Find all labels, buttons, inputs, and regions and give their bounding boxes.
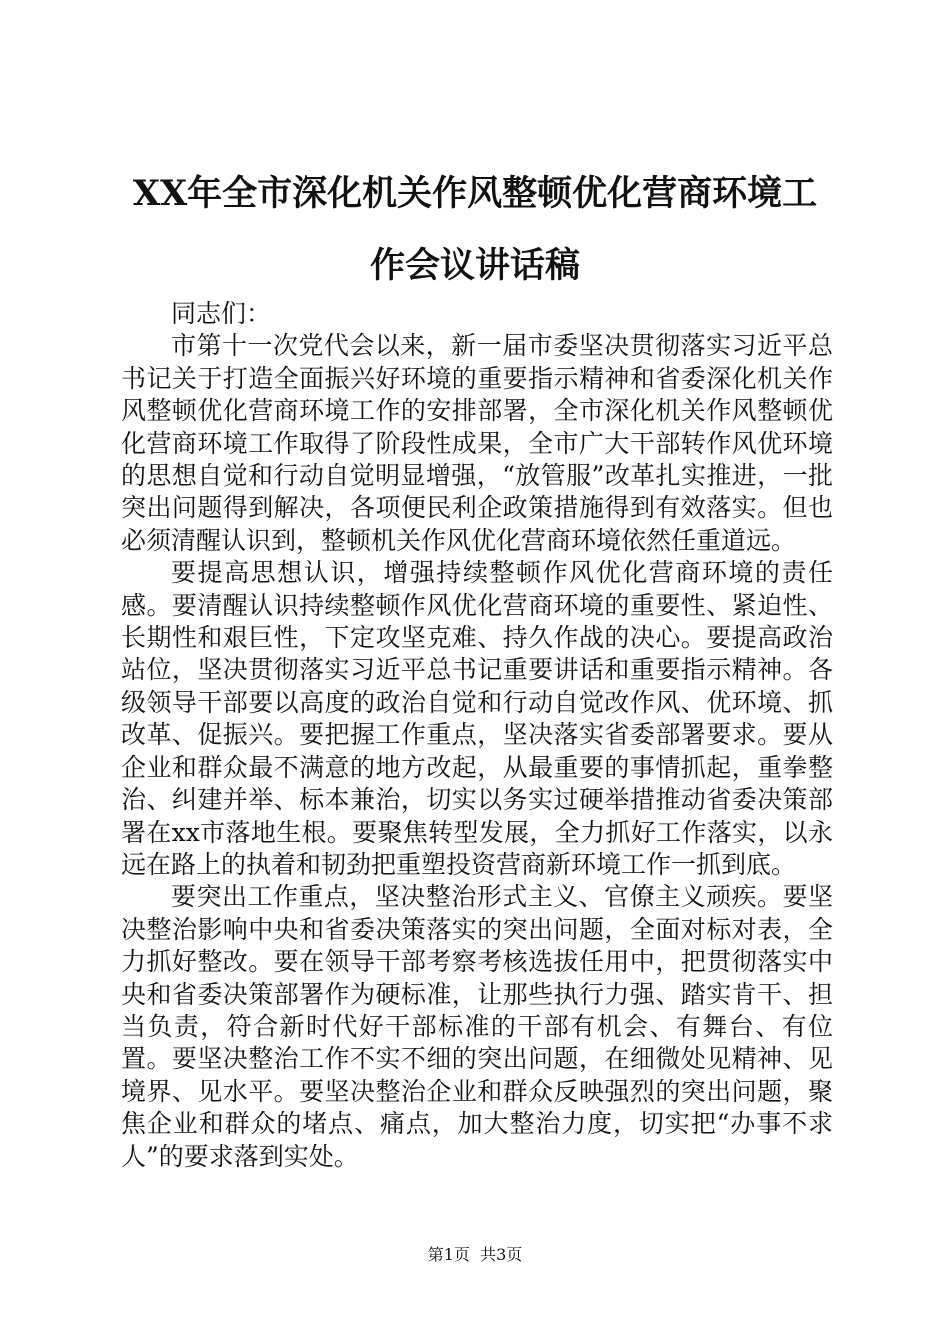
- salutation: 同志们：: [171, 299, 272, 328]
- title-line-2: 作会议讲话稿: [369, 245, 580, 286]
- page-footer: [0, 1244, 950, 1266]
- page-total: 共3页: [480, 1245, 523, 1264]
- title-line-1: XX年全市深化机关作风整顿优化营商环境工: [132, 173, 818, 214]
- document-body: [121, 298, 833, 1173]
- page-number: 第1页: [427, 1245, 470, 1264]
- document-title: [120, 158, 830, 302]
- paragraph-1: 市第十一次党代会以来，新一届市委坚决贯彻落实习近平总书记关于打造全面振兴好环境的重要指示精神和省委深化机关作风整顿优化营商环境工作的安排部署，全市深化机关作风整顿优化营商环境工作取得了阶段性成果，全市广大干部转作风优环境的思想自觉和行动自觉明显增强，“放管服”改革扎实推进，一批突出问题得到解决，各项便民利企政策措施得到有效落实。但也必须清醒认识到，整顿机关作风优化营商环境依然任重道远。: [121, 331, 833, 555]
- paragraph-3: 要突出工作重点，坚决整治形式主义、官僚主义顽疾。要坚决整治影响中央和省委决策落实的突出问题，全面对标对表，全力抓好整改。要在领导干部考察考核选拔任用中，把贯彻落实中央和省委决策部署作为硬标准，让那些执行力强、踏实肯干、担当负责，符合新时代好干部标准的干部有机会、有舞台、有位置。要坚决整治工作不实不细的突出问题，在细微处见精神、见境界、见水平。要坚决整治企业和群众反映强烈的突出问题，聚焦企业和群众的堵点、痛点，加大整治力度，切实把“办事不求人”的要求落到实处。: [121, 882, 833, 1171]
- paragraph-2: 要提高思想认识，增强持续整顿作风优化营商环境的责任感。要清醒认识持续整顿作风优化营商环境的重要性、紧迫性、长期性和艰巨性，下定攻坚克难、持久作战的决心。要提高政治站位，坚决贯彻落实习近平总书记重要讲话和重要指示精神。各级领导干部要以高度的政治自觉和行动自觉改作风、优环境、抓改革、促振兴。要把握工作重点，坚决落实省委部署要求。要从企业和群众最不满意的地方改起，从最重要的事情抓起，重拳整治、纠建并举、标本兼治，切实以务实过硬举措推动省委决策部署在xx市落地生根。要聚焦转型发展，全力抓好工作落实，以永远在路上的执着和韧劲把重塑投资营商新环境工作一抓到底。: [121, 558, 833, 879]
